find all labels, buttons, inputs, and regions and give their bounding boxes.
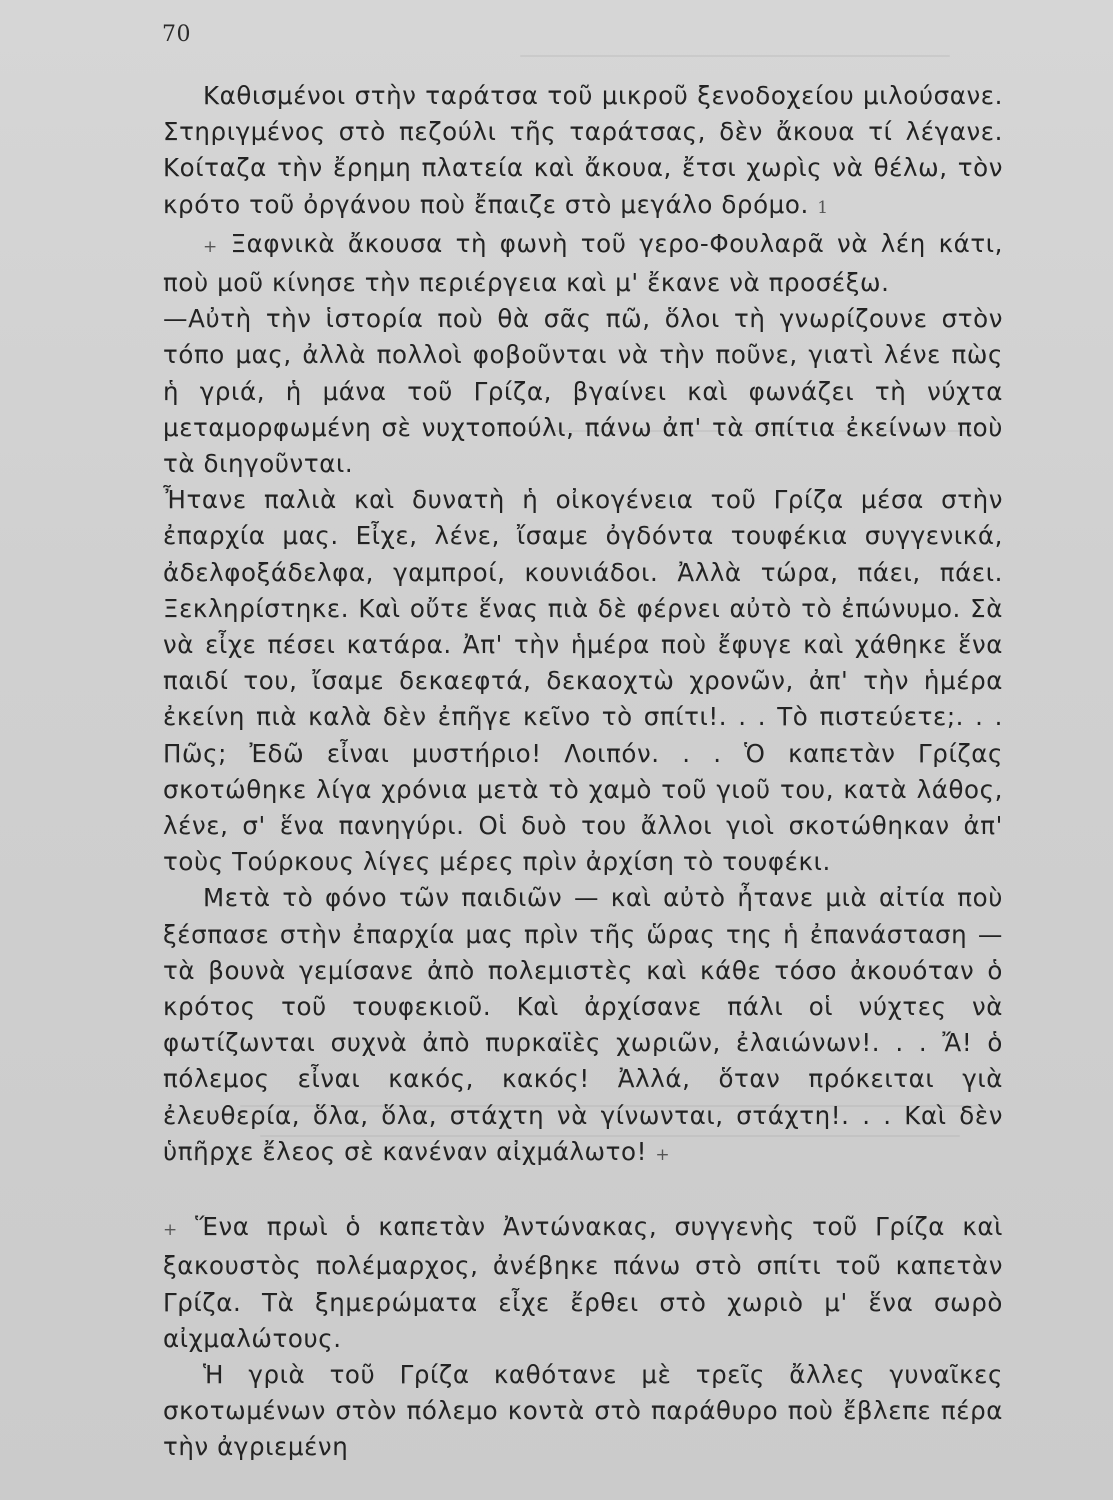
paragraph-text: Μετὰ τὸ φόνο τῶν παιδιῶν — καὶ αὐτὸ ἦτανε μιὰ αἰτία ποὺ ξέσπασε στὴν ἐπαρχία μας πρὶν τῆς ὥρας της ἡ ἐπανάσταση — τὰ βουνὰ γεμίσανε ἀπὸ πολεμιστὲς καὶ κάθε τόσο ἀκουόταν ὁ κρότος τοῦ τουφεκιοῦ. Καὶ ἀρχίσανε πάλι οἱ νύχτες νὰ φωτίζωνται συχνὰ ἀπὸ πυρκαϊὲς χωριῶν, ἐλαιώνων!. . . Ἄ! ὁ πόλεμος εἶναι κακός, κακός! Ἀλλά, ὅταν πρόκειται γιὰ ἐλευθερία, ὅλα, ὅλα, στάχτη νὰ γίνωνται, στάχτη!. . . Καὶ δὲν ὑπῆρχε ἔλεος σὲ κανέναν αἰχμάλωτο! <box>163 883 1003 1166</box>
show-through-line <box>520 55 950 57</box>
page-number: 70 <box>162 22 191 47</box>
paragraph-text: Ἦτανε παλιὰ καὶ δυνατὴ ἡ οἰκογένεια τοῦ Γρίζα μέσα στὴν ἐπαρχία μας. Εἶχε, λένε, ἴσαμε ὀγδόντα τουφέκια συγγενικά, ἀδελφοξάδελφα, γαμπροί, κουνιάδοι. Ἀλλὰ τώρα, πάει, πάει. Ξεκληρίστηκε. Καὶ οὔτε ἕνας πιὰ δὲ φέρνει αὐτὸ τὸ ἐπώνυμο. Σὰ νὰ εἶχε πέσει κατάρα. Ἀπ' τὴν ἡμέρα ποὺ ἔφυγε καὶ χάθηκε ἕνα παιδί του, ἴσαμε δεκαεφτά, δεκαοχτὼ χρονῶν, ἀπ' τὴν ἡμέρα ἐκείνη πιὰ καλὰ δὲν ἐπῆγε κεῖνο τὸ σπίτι!. . . Τὸ πιστεύετε;. . . Πῶς; Ἐδῶ εἶναι μυστήριο! Λοιπόν. . . Ὁ καπετὰν Γρίζας σκοτώθηκε λίγα χρόνια μετὰ τὸ χαμὸ τοῦ γιοῦ του, κατὰ λάθος, λένε, σ' ἕνα πανηγύρι. Οἱ δυὸ του ἄλλοι γιοὶ σκοτώθηκαν ἀπ' τοὺς Τούρκους λίγες μέρες πρὶν ἀρχίση τὸ τουφέκι. <box>163 485 1003 877</box>
paragraph <box>163 880 1003 1173</box>
handwritten-mark: + <box>655 1144 671 1165</box>
paragraph <box>163 1209 1003 1357</box>
paragraph-text: Ἕνα πρωὶ ὁ καπετὰν Ἀντώνακας, συγγενὴς τοῦ Γρίζα καὶ ξακουστὸς πολέμαρχος, ἀνέβηκε πάνω στὸ σπίτι τοῦ καπετὰν Γρίζα. Τὰ ξημερώματα εἶχε ἔρθει στὸ χωριὸ μ' ἕνα σωρὸ αἰχμαλώτους. <box>163 1212 1003 1353</box>
paragraph-text: Καθισμένοι στὴν ταράτσα τοῦ μικροῦ ξενοδοχείου μιλούσανε. Στηριγμένος στὸ πεζούλι τῆς ταράτσας, δὲν ἄκουα τί λέγανε. Κοίταζα τὴν ἔρημη πλατεία καὶ ἄκουα, ἔτσι χωρὶς νὰ θέλω, τὸν κρότο τοῦ ὀργάνου ποὺ ἔπαιζε στὸ μεγάλο δρόμο. <box>163 81 1003 219</box>
paragraph-text: Ἡ γριὰ τοῦ Γρίζα καθότανε μὲ τρεῖς ἄλλες γυναῖκες σκοτωμένων στὸν πόλεμο κοντὰ στὸ παράθυρο ποὺ ἔβλεπε πέρα τὴν ἀγριεμένη <box>163 1359 1003 1462</box>
paragraph-text: —Αὐτὴ τὴν ἱστορία ποὺ θὰ σᾶς πῶ, ὅλοι τὴ γνωρίζουνε στὸν τόπο μας, ἀλλὰ πολλοὶ φοβοῦνται νὰ τὴν ποῦνε, γιατὶ λένε πὼς ἡ γριά, ἡ μάνα τοῦ Γρίζα, βγαίνει καὶ φωνάζει τὴ νύχτα μεταμορφωμένη σὲ νυχτοπούλι, πάνω ἀπ' τὰ σπίτια ἐκείνων ποὺ τὰ διηγοῦνται. <box>163 304 1003 479</box>
handwritten-mark: 1 <box>817 197 829 218</box>
handwritten-mark: + <box>203 236 218 257</box>
handwritten-mark: + <box>163 1220 178 1241</box>
body-text <box>163 78 1003 1466</box>
paragraph <box>163 1357 1003 1466</box>
paragraph <box>163 226 1003 301</box>
paragraph <box>163 482 1003 880</box>
paragraph <box>163 78 1003 226</box>
paragraph-text: Ξαφνικὰ ἄκουσα τὴ φωνὴ τοῦ γερο-Φουλαρᾶ νὰ λέη κάτι, ποὺ μοῦ κίνησε τὴν περιέργεια καὶ μ' ἔκανε νὰ προσέξω. <box>163 228 1003 298</box>
paragraph <box>163 301 1003 482</box>
section-break <box>163 1173 1003 1209</box>
